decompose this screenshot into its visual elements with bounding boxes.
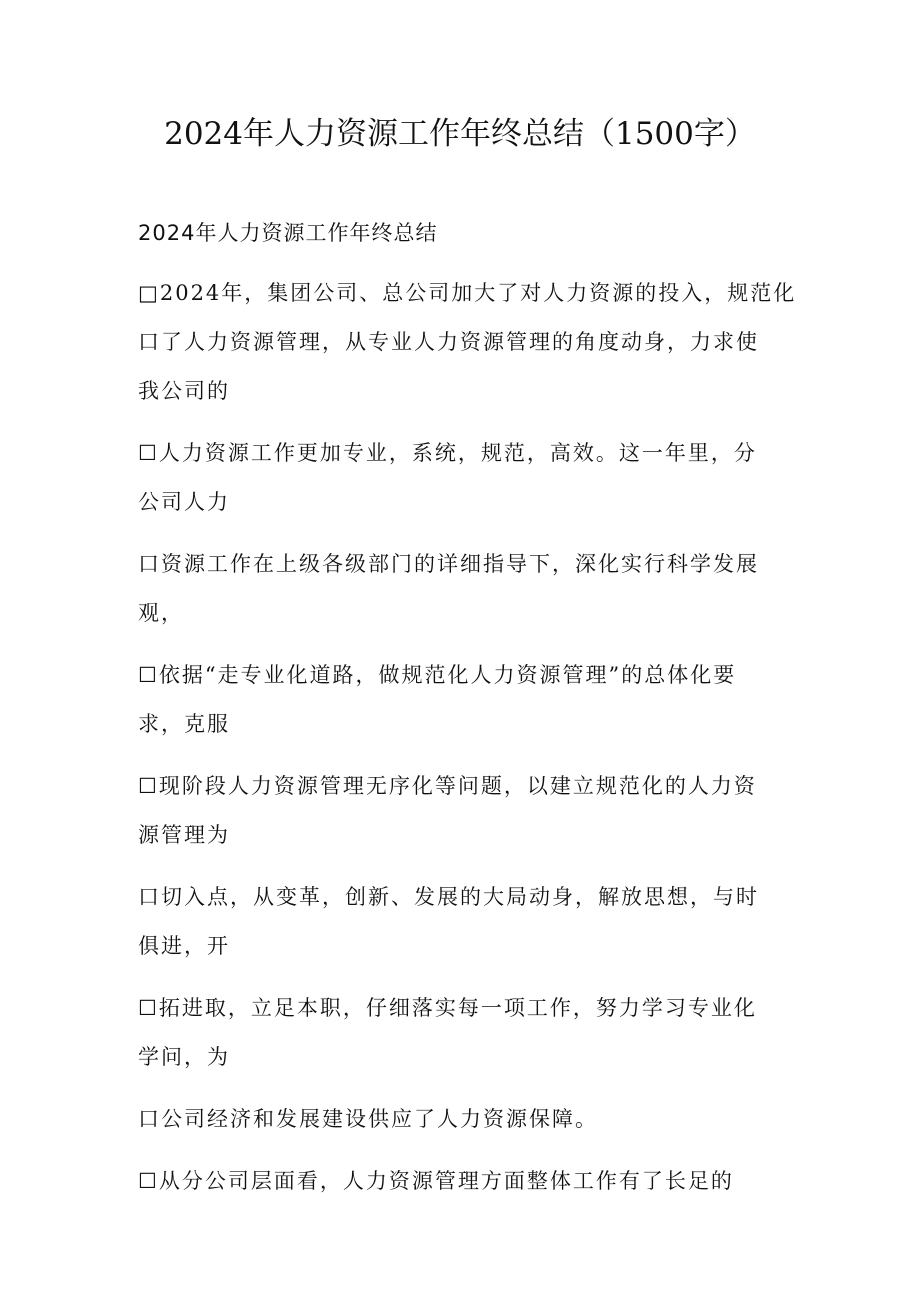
paragraph-line: ☐从分公司层面看，人力资源管理方面整体工作有了长足的	[138, 1169, 734, 1193]
document-title: 2024年人力资源工作年终总结（1500字）	[164, 116, 756, 152]
paragraph-8	[138, 1095, 788, 1144]
paragraph-5	[138, 762, 788, 860]
paragraph-1	[138, 269, 797, 416]
paragraph-line: □2024年，集团公司、总公司加大了对人力资源的投入，规范化	[138, 281, 797, 305]
paragraph-line: 口资源工作在上级各级部门的详细指导下，深化实行科学发展	[138, 552, 759, 576]
paragraph-line: ☐拓进取，立足本职，仔细落实每一项工作，努力学习专业化	[138, 996, 757, 1020]
paragraph-line: ☐依据“走专业化道路，做规范化人力资源管理”的总体化要	[138, 663, 737, 687]
paragraph-6	[138, 873, 788, 971]
paragraph-9	[138, 1157, 788, 1206]
paragraph-4	[138, 651, 788, 749]
document-subtitle: 2024年人力资源工作年终总结	[138, 221, 438, 245]
paragraph-line: 我公司的	[138, 379, 230, 403]
paragraph-line: 源管理为	[138, 823, 230, 847]
paragraph-line: 口切入点，从变革，创新、发展的大局动身，解放思想，与时	[138, 885, 759, 909]
paragraph-7	[138, 984, 788, 1082]
paragraph-line: 学问，为	[138, 1045, 230, 1069]
paragraph-line: 观，	[138, 601, 184, 625]
paragraph-line: ☐人力资源工作更加专业，系统，规范，高效。这一年里，分	[138, 441, 757, 465]
paragraph-3	[138, 540, 788, 638]
paragraph-line: 口了人力资源管理，从专业人力资源管理的角度动身，力求使	[138, 330, 759, 354]
paragraph-line: 求，克服	[138, 712, 230, 736]
paragraph-line: 公司人力	[138, 490, 230, 514]
paragraph-line: ☐现阶段人力资源管理无序化等问题，以建立规范化的人力资	[138, 774, 757, 798]
paragraph-2	[138, 429, 788, 527]
document-body	[138, 214, 797, 1219]
paragraph-line: 俱进，开	[138, 934, 230, 958]
paragraph-line: 口公司经济和发展建设供应了人力资源保障。	[138, 1107, 598, 1131]
